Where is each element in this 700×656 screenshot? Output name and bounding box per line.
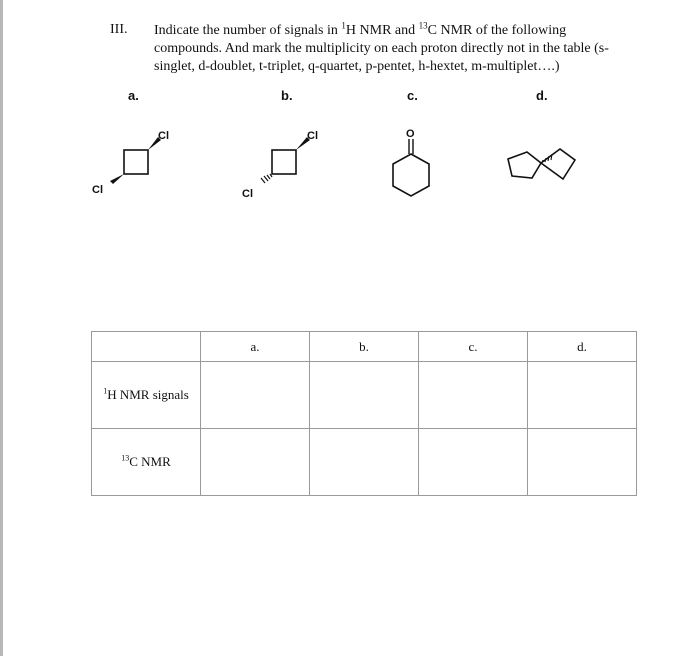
table-header-row <box>92 332 637 362</box>
row-label-13c-nmr <box>92 429 201 496</box>
table-header-c: c. <box>419 332 528 362</box>
molecule-d <box>508 149 575 179</box>
chlorine-label-a-bottom: Cl <box>92 184 103 196</box>
superscript-13: 13 <box>418 20 428 31</box>
table-header-blank <box>92 332 201 362</box>
compound-label-c: c. <box>407 88 418 103</box>
compound-label-a: a. <box>128 88 139 103</box>
answer-cell-1h-b[interactable] <box>310 362 419 429</box>
question-text-part2: H NMR and <box>345 23 419 38</box>
answer-cell-13c-c[interactable] <box>419 429 528 496</box>
compound-label-b: b. <box>281 88 293 103</box>
answer-cell-1h-d[interactable] <box>528 362 637 429</box>
cyclobutane-ring-a <box>124 150 148 174</box>
row-label-1h-text: H NMR signals <box>107 387 189 402</box>
cyclopentane-ring-d-left <box>508 152 541 178</box>
molecule-a <box>92 130 169 196</box>
chlorine-label-b-top: Cl <box>307 130 318 142</box>
question-text-part3: C NMR of the following compounds. And mark the multiplicity on each proton directly not in the table (s-singlet, d-doublet, t-triplet, q-quartet, p-pentet, h-hextet, m-multiplet….) <box>154 23 609 74</box>
row-label-13c-sup: 13 <box>121 453 130 463</box>
table-header-b: b. <box>310 332 419 362</box>
question-number: III. <box>110 22 128 37</box>
table-row-13c <box>92 429 637 496</box>
molecule-c <box>393 128 429 196</box>
answer-cell-13c-b[interactable] <box>310 429 419 496</box>
molecule-drawings <box>0 0 700 260</box>
chlorine-label-b-bottom: Cl <box>242 188 253 200</box>
hashed-bond-b-bottom <box>261 174 272 183</box>
wedge-bond-a-bottom <box>110 174 124 184</box>
answer-cell-13c-d[interactable] <box>528 429 637 496</box>
table-header-d: d. <box>528 332 637 362</box>
compound-label-d: d. <box>536 88 548 103</box>
answer-cell-13c-a[interactable] <box>201 429 310 496</box>
table-row-1h <box>92 362 637 429</box>
table-header-a: a. <box>201 332 310 362</box>
row-label-1h-sup: 1 <box>103 386 108 396</box>
answer-cell-1h-a[interactable] <box>201 362 310 429</box>
nmr-answer-table <box>91 331 637 496</box>
cyclobutane-ring-b <box>272 150 296 174</box>
cyclobutane-ring-d-right <box>541 149 575 179</box>
row-label-13c-text: C NMR <box>129 454 171 469</box>
oxygen-label-c: O <box>406 128 415 140</box>
answer-cell-1h-c[interactable] <box>419 362 528 429</box>
chlorine-label-a-top: Cl <box>158 130 169 142</box>
cyclohexane-ring-c <box>393 154 429 196</box>
question-text-part1: Indicate the number of signals in <box>154 23 342 38</box>
row-label-1h-nmr <box>92 362 201 429</box>
molecule-b <box>242 130 318 200</box>
superscript-1: 1 <box>341 20 346 31</box>
